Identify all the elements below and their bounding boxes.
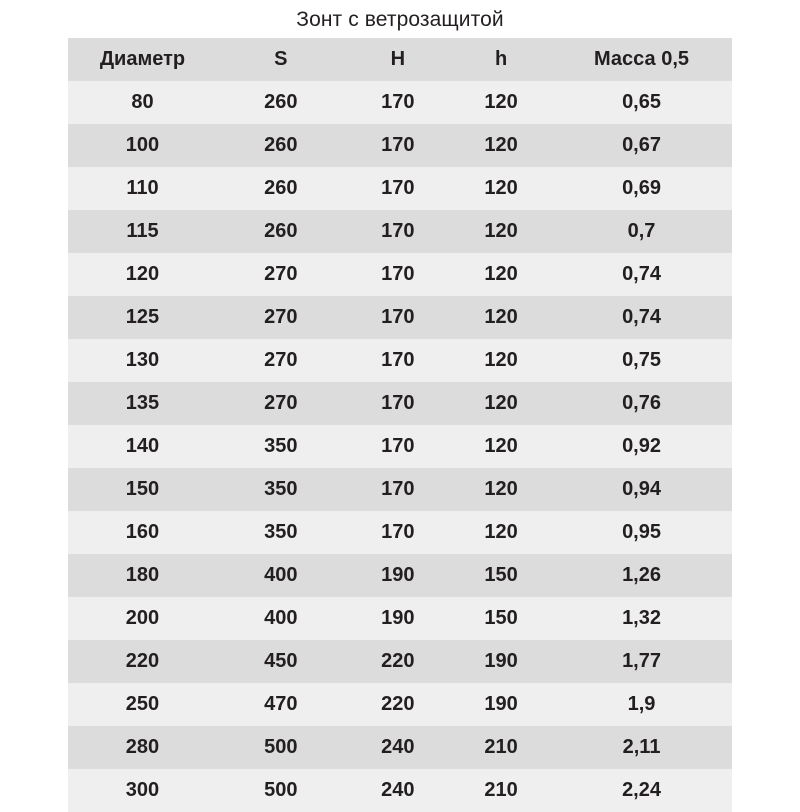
cell-h-lower: 120: [451, 296, 551, 339]
cell-diameter: 120: [68, 253, 217, 296]
cell-diameter: 125: [68, 296, 217, 339]
specification-table: [68, 38, 732, 812]
cell-h-lower: 120: [451, 339, 551, 382]
cell-h-lower: 150: [451, 554, 551, 597]
cell-mass: 0,7: [551, 210, 732, 253]
cell-mass: 0,69: [551, 167, 732, 210]
cell-h-lower: 120: [451, 210, 551, 253]
table-row: [68, 425, 732, 468]
table-row: [68, 769, 732, 812]
page-title: Зонт с ветрозащитой: [296, 8, 504, 31]
table-body: [68, 81, 732, 812]
cell-diameter: 130: [68, 339, 217, 382]
table-row: [68, 726, 732, 769]
cell-h-lower: 210: [451, 726, 551, 769]
column-header-h-lower: h: [451, 38, 551, 81]
cell-s: 400: [217, 554, 345, 597]
table-header-row: [68, 38, 732, 81]
cell-mass: 0,94: [551, 468, 732, 511]
cell-s: 350: [217, 511, 345, 554]
cell-mass: 0,75: [551, 339, 732, 382]
cell-h-lower: 120: [451, 253, 551, 296]
cell-h-upper: 170: [345, 511, 451, 554]
table-row: [68, 511, 732, 554]
cell-mass: 2,24: [551, 769, 732, 812]
cell-h-lower: 120: [451, 425, 551, 468]
cell-diameter: 80: [68, 81, 217, 124]
cell-s: 350: [217, 425, 345, 468]
cell-mass: 1,9: [551, 683, 732, 726]
cell-s: 470: [217, 683, 345, 726]
cell-h-upper: 170: [345, 81, 451, 124]
cell-h-upper: 240: [345, 726, 451, 769]
cell-mass: 1,32: [551, 597, 732, 640]
cell-h-upper: 170: [345, 167, 451, 210]
cell-diameter: 220: [68, 640, 217, 683]
cell-h-lower: 150: [451, 597, 551, 640]
cell-diameter: 180: [68, 554, 217, 597]
cell-h-upper: 190: [345, 597, 451, 640]
cell-mass: 0,92: [551, 425, 732, 468]
table-row: [68, 296, 732, 339]
cell-h-lower: 120: [451, 468, 551, 511]
cell-s: 270: [217, 253, 345, 296]
cell-mass: 1,77: [551, 640, 732, 683]
cell-s: 270: [217, 382, 345, 425]
cell-s: 450: [217, 640, 345, 683]
cell-mass: 0,65: [551, 81, 732, 124]
cell-s: 270: [217, 296, 345, 339]
cell-h-upper: 240: [345, 769, 451, 812]
cell-h-lower: 210: [451, 769, 551, 812]
cell-h-lower: 120: [451, 511, 551, 554]
column-header-s: S: [217, 38, 345, 81]
cell-diameter: 140: [68, 425, 217, 468]
table-row: [68, 597, 732, 640]
cell-mass: 0,76: [551, 382, 732, 425]
cell-h-lower: 190: [451, 640, 551, 683]
cell-s: 260: [217, 124, 345, 167]
cell-s: 260: [217, 210, 345, 253]
table-row: [68, 210, 732, 253]
cell-mass: 0,74: [551, 296, 732, 339]
column-header-diameter: Диаметр: [68, 38, 217, 81]
table-row: [68, 167, 732, 210]
cell-mass: 0,95: [551, 511, 732, 554]
cell-diameter: 250: [68, 683, 217, 726]
cell-h-lower: 120: [451, 382, 551, 425]
table-row: [68, 339, 732, 382]
cell-s: 500: [217, 769, 345, 812]
cell-h-upper: 170: [345, 425, 451, 468]
cell-diameter: 300: [68, 769, 217, 812]
cell-mass: 1,26: [551, 554, 732, 597]
cell-h-upper: 170: [345, 382, 451, 425]
column-header-h-upper: H: [345, 38, 451, 81]
cell-h-lower: 120: [451, 167, 551, 210]
table-header: [68, 38, 732, 81]
cell-h-upper: 220: [345, 640, 451, 683]
cell-h-upper: 190: [345, 554, 451, 597]
cell-h-upper: 170: [345, 339, 451, 382]
cell-s: 400: [217, 597, 345, 640]
cell-h-lower: 190: [451, 683, 551, 726]
cell-s: 260: [217, 167, 345, 210]
cell-h-upper: 170: [345, 124, 451, 167]
cell-s: 260: [217, 81, 345, 124]
table-row: [68, 382, 732, 425]
cell-h-upper: 220: [345, 683, 451, 726]
cell-diameter: 150: [68, 468, 217, 511]
cell-diameter: 100: [68, 124, 217, 167]
cell-h-upper: 170: [345, 253, 451, 296]
cell-diameter: 200: [68, 597, 217, 640]
table-row: [68, 81, 732, 124]
cell-mass: 0,74: [551, 253, 732, 296]
table-row: [68, 124, 732, 167]
table-row: [68, 468, 732, 511]
table-row: [68, 554, 732, 597]
cell-h-upper: 170: [345, 210, 451, 253]
table-row: [68, 253, 732, 296]
cell-s: 270: [217, 339, 345, 382]
cell-diameter: 280: [68, 726, 217, 769]
table-row: [68, 683, 732, 726]
cell-h-lower: 120: [451, 124, 551, 167]
cell-h-lower: 120: [451, 81, 551, 124]
cell-mass: 2,11: [551, 726, 732, 769]
cell-h-upper: 170: [345, 296, 451, 339]
cell-s: 500: [217, 726, 345, 769]
cell-diameter: 160: [68, 511, 217, 554]
cell-diameter: 135: [68, 382, 217, 425]
cell-s: 350: [217, 468, 345, 511]
cell-mass: 0,67: [551, 124, 732, 167]
column-header-mass: Масса 0,5: [551, 38, 732, 81]
cell-diameter: 115: [68, 210, 217, 253]
table-row: [68, 640, 732, 683]
cell-h-upper: 170: [345, 468, 451, 511]
cell-diameter: 110: [68, 167, 217, 210]
